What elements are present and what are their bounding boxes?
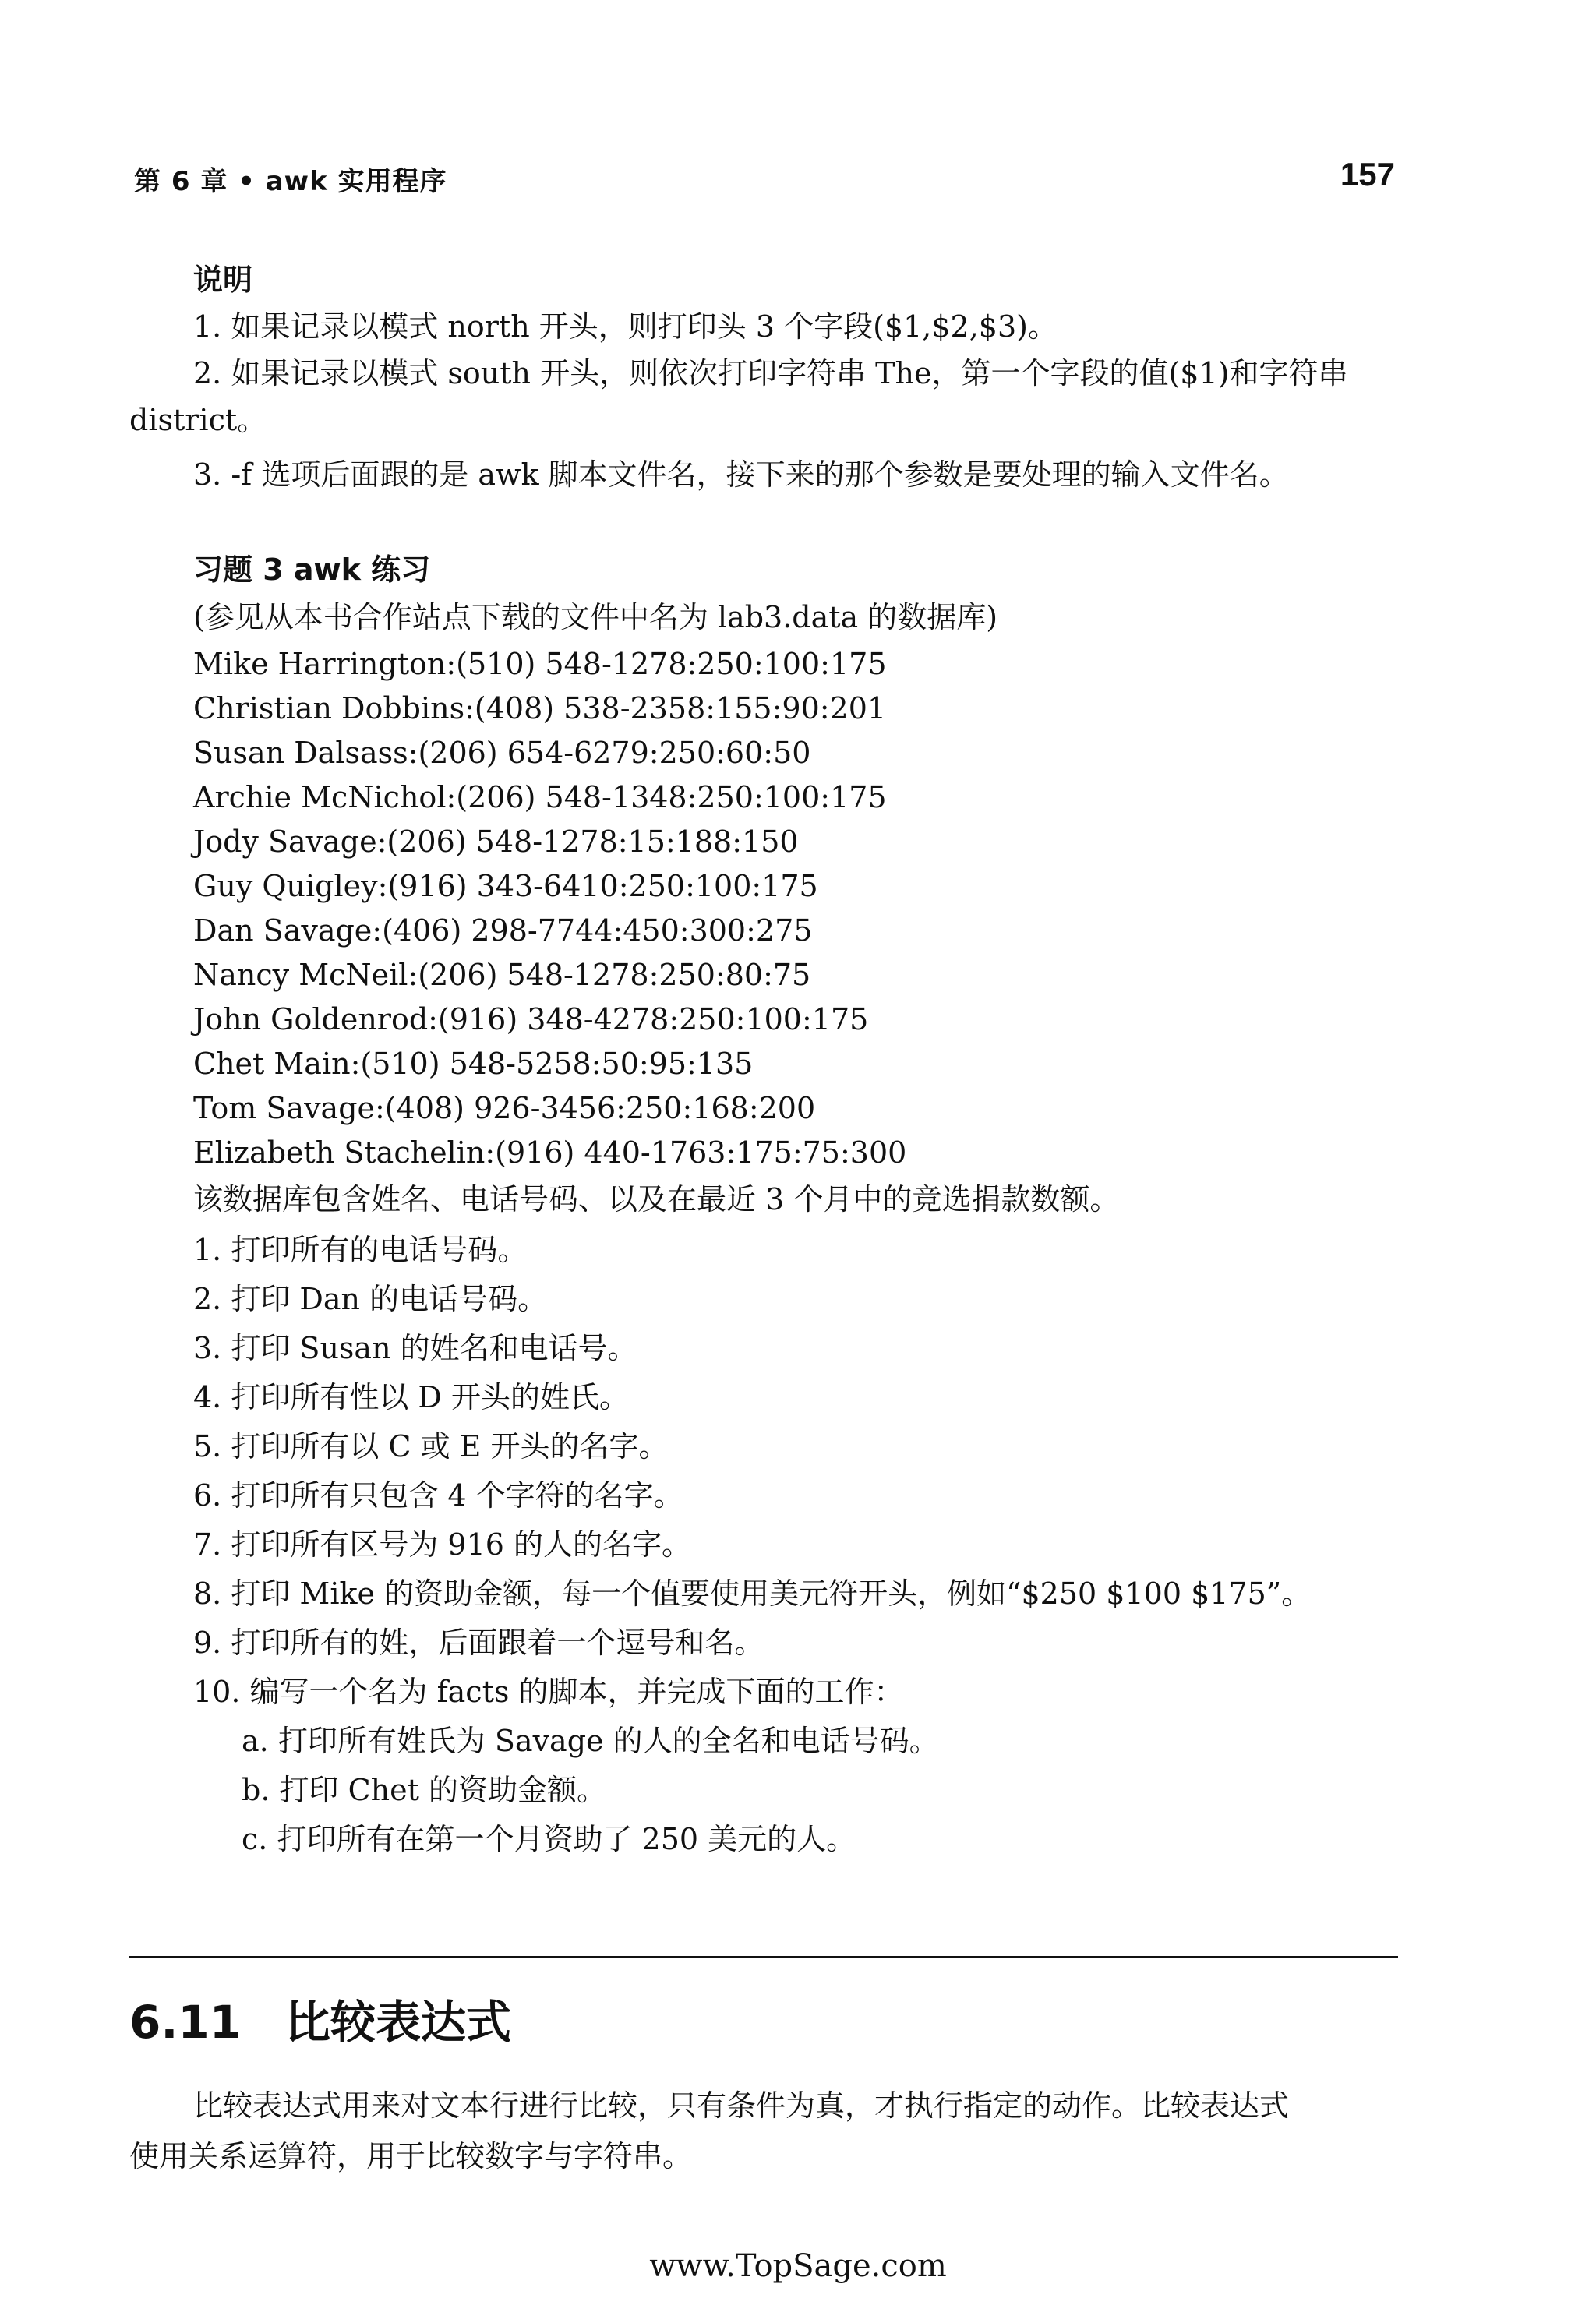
explanation-title: 说明 (193, 263, 253, 297)
data-record: Susan Dalsass:(206) 654-6279:250:60:50 (193, 736, 811, 770)
section-paragraph-line-1: 比较表达式用来对文本行进行比较，只有条件为真，才执行指定的动作。比较表达式 (193, 2088, 1290, 2123)
section-divider (129, 1956, 1398, 1958)
data-record: Mike Harrington:(510) 548-1278:250:100:175 (193, 647, 887, 681)
section-title: 比较表达式 (285, 1996, 512, 2049)
subtask-item: c. 打印所有在第一个月资助了 250 美元的人。 (242, 1822, 856, 1856)
task-item: 4. 打印所有性以 D 开头的姓氏。 (193, 1380, 629, 1414)
explanation-item-2: 2. 如果记录以模式 south 开头，则依次打印字符串 The，第一个字段的值($1)和字符串 (193, 356, 1348, 390)
lab-title: 习题 3 awk 练习 (193, 553, 431, 587)
task-item: 5. 打印所有以 C 或 E 开头的名字。 (193, 1429, 669, 1463)
subtask-item: a. 打印所有姓氏为 Savage 的人的全名和电话号码。 (242, 1724, 939, 1758)
task-item: 1. 打印所有的电话号码。 (193, 1233, 528, 1267)
section-number: 6.11 (129, 1996, 242, 2049)
explanation-item-1: 1. 如果记录以模式 north 开头，则打印头 3 个字段($1,$2,$3)。 (193, 309, 1058, 344)
section-heading (129, 1986, 511, 2051)
task-item: 2. 打印 Dan 的电话号码。 (193, 1282, 548, 1316)
footer-website: www.TopSage.com (649, 2248, 947, 2284)
data-record: John Goldenrod:(916) 348-4278:250:100:175 (193, 1002, 869, 1036)
data-record: Tom Savage:(408) 926-3456:250:168:200 (193, 1091, 816, 1125)
task-item: 9. 打印所有的姓，后面跟着一个逗号和名。 (193, 1626, 764, 1660)
data-record: Christian Dobbins:(408) 538-2358:155:90:201 (193, 691, 887, 726)
chapter-header: 第 6 章 • awk 实用程序 (134, 166, 447, 197)
data-record: Jody Savage:(206) 548-1278:15:188:150 (193, 824, 799, 859)
explanation-item-3: 3. -f 选项后面跟的是 awk 脚本文件名，接下来的那个参数是要处理的输入文件名。 (193, 457, 1289, 492)
subtask-item: b. 打印 Chet 的资助金额。 (242, 1773, 606, 1807)
section-paragraph-line-2: 使用关系运算符，用于比较数字与字符串。 (129, 2139, 693, 2173)
database-description: 该数据库包含姓名、电话号码、以及在最近 3 个月中的竞选捐款数额。 (193, 1182, 1120, 1216)
task-item: 6. 打印所有只包含 4 个字符的名字。 (193, 1478, 683, 1513)
lab-note: (参见从本书合作站点下载的文件中名为 lab3.data 的数据库) (193, 600, 998, 634)
explanation-item-2-cont: district。 (129, 403, 267, 437)
data-record: Chet Main:(510) 548-5258:50:95:135 (193, 1047, 754, 1081)
page-number: 157 (1340, 156, 1395, 192)
data-record: Elizabeth Stachelin:(916) 440-1763:175:75:300 (193, 1135, 907, 1170)
data-record: Nancy McNeil:(206) 548-1278:250:80:75 (193, 958, 811, 992)
data-record: Dan Savage:(406) 298-7744:450:300:275 (193, 913, 813, 948)
task-item: 3. 打印 Susan 的姓名和电话号。 (193, 1331, 637, 1365)
task-item: 7. 打印所有区号为 916 的人的名字。 (193, 1527, 692, 1562)
task-item: 10. 编写一个名为 facts 的脚本，并完成下面的工作： (193, 1675, 904, 1709)
task-item: 8. 打印 Mike 的资助金额，每一个值要使用美元符开头，例如“$250 $100 $175”。 (193, 1576, 1312, 1611)
data-record: Guy Quigley:(916) 343-6410:250:100:175 (193, 869, 818, 903)
data-record: Archie McNichol:(206) 548-1348:250:100:175 (193, 780, 887, 814)
